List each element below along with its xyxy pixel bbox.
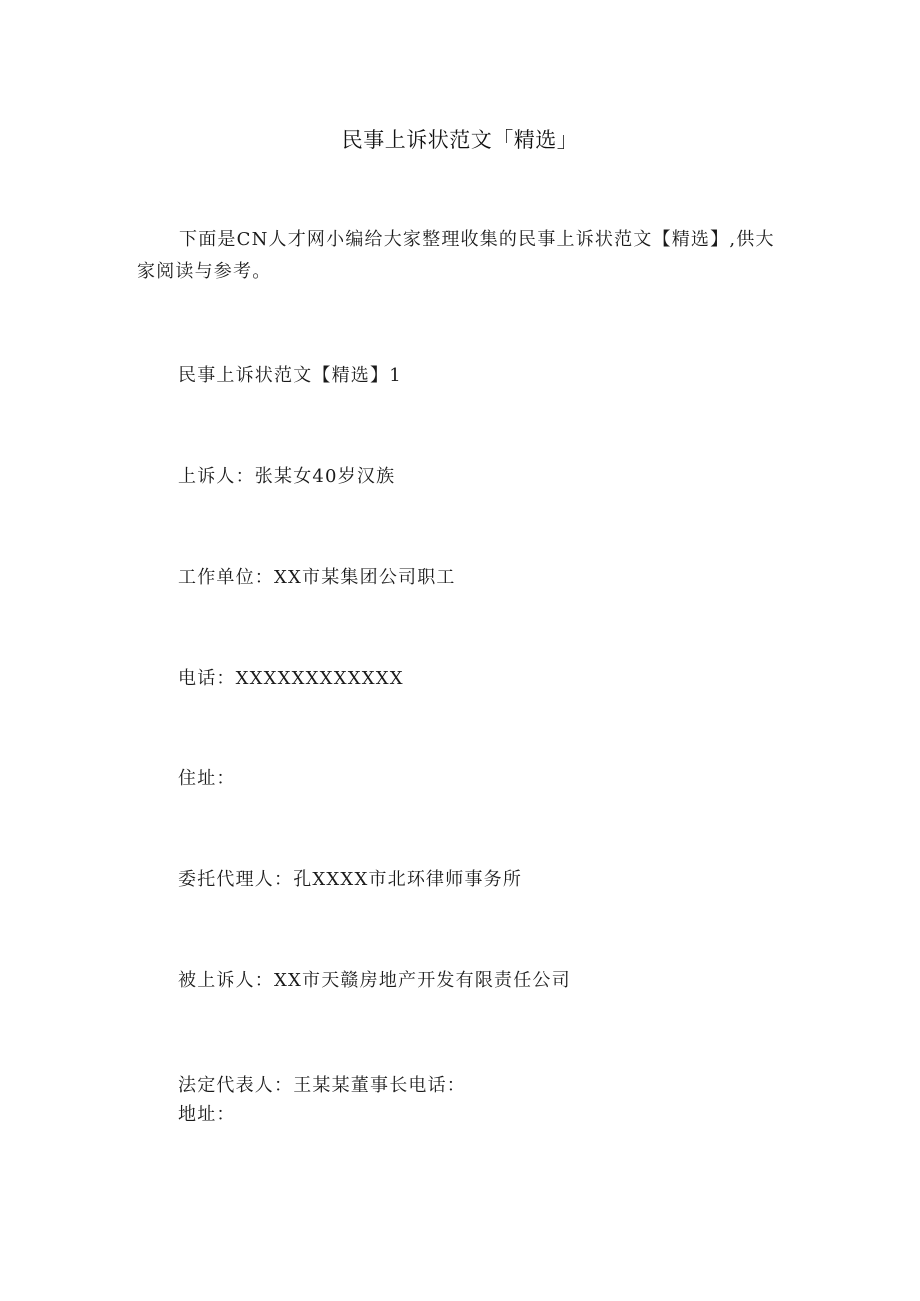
appellee-address-line: 地址： xyxy=(178,1104,236,1125)
workplace-line: 工作单位：XX市某集团公司职工 xyxy=(178,567,456,588)
intro-paragraph: 下面是CN人才网小编给大家整理收集的民事上诉状范文【精选】,供大家阅读与参考。 xyxy=(137,229,775,282)
appellant-line: 上诉人：张某女40岁汉族 xyxy=(178,466,396,487)
legal-rep-line: 法定代表人：王某某董事长电话： xyxy=(178,1075,466,1096)
agent-line: 委托代理人：孔XXXX市北环律师事务所 xyxy=(178,869,523,890)
document-title: 民事上诉状范文「精选」 xyxy=(341,128,579,152)
address-line: 住址： xyxy=(178,768,236,789)
phone-line: 电话：XXXXXXXXXXXX xyxy=(178,668,404,689)
section-heading: 民事上诉状范文【精选】1 xyxy=(178,365,402,386)
appellee-line: 被上诉人：XX市天赣房地产开发有限责任公司 xyxy=(178,970,571,991)
